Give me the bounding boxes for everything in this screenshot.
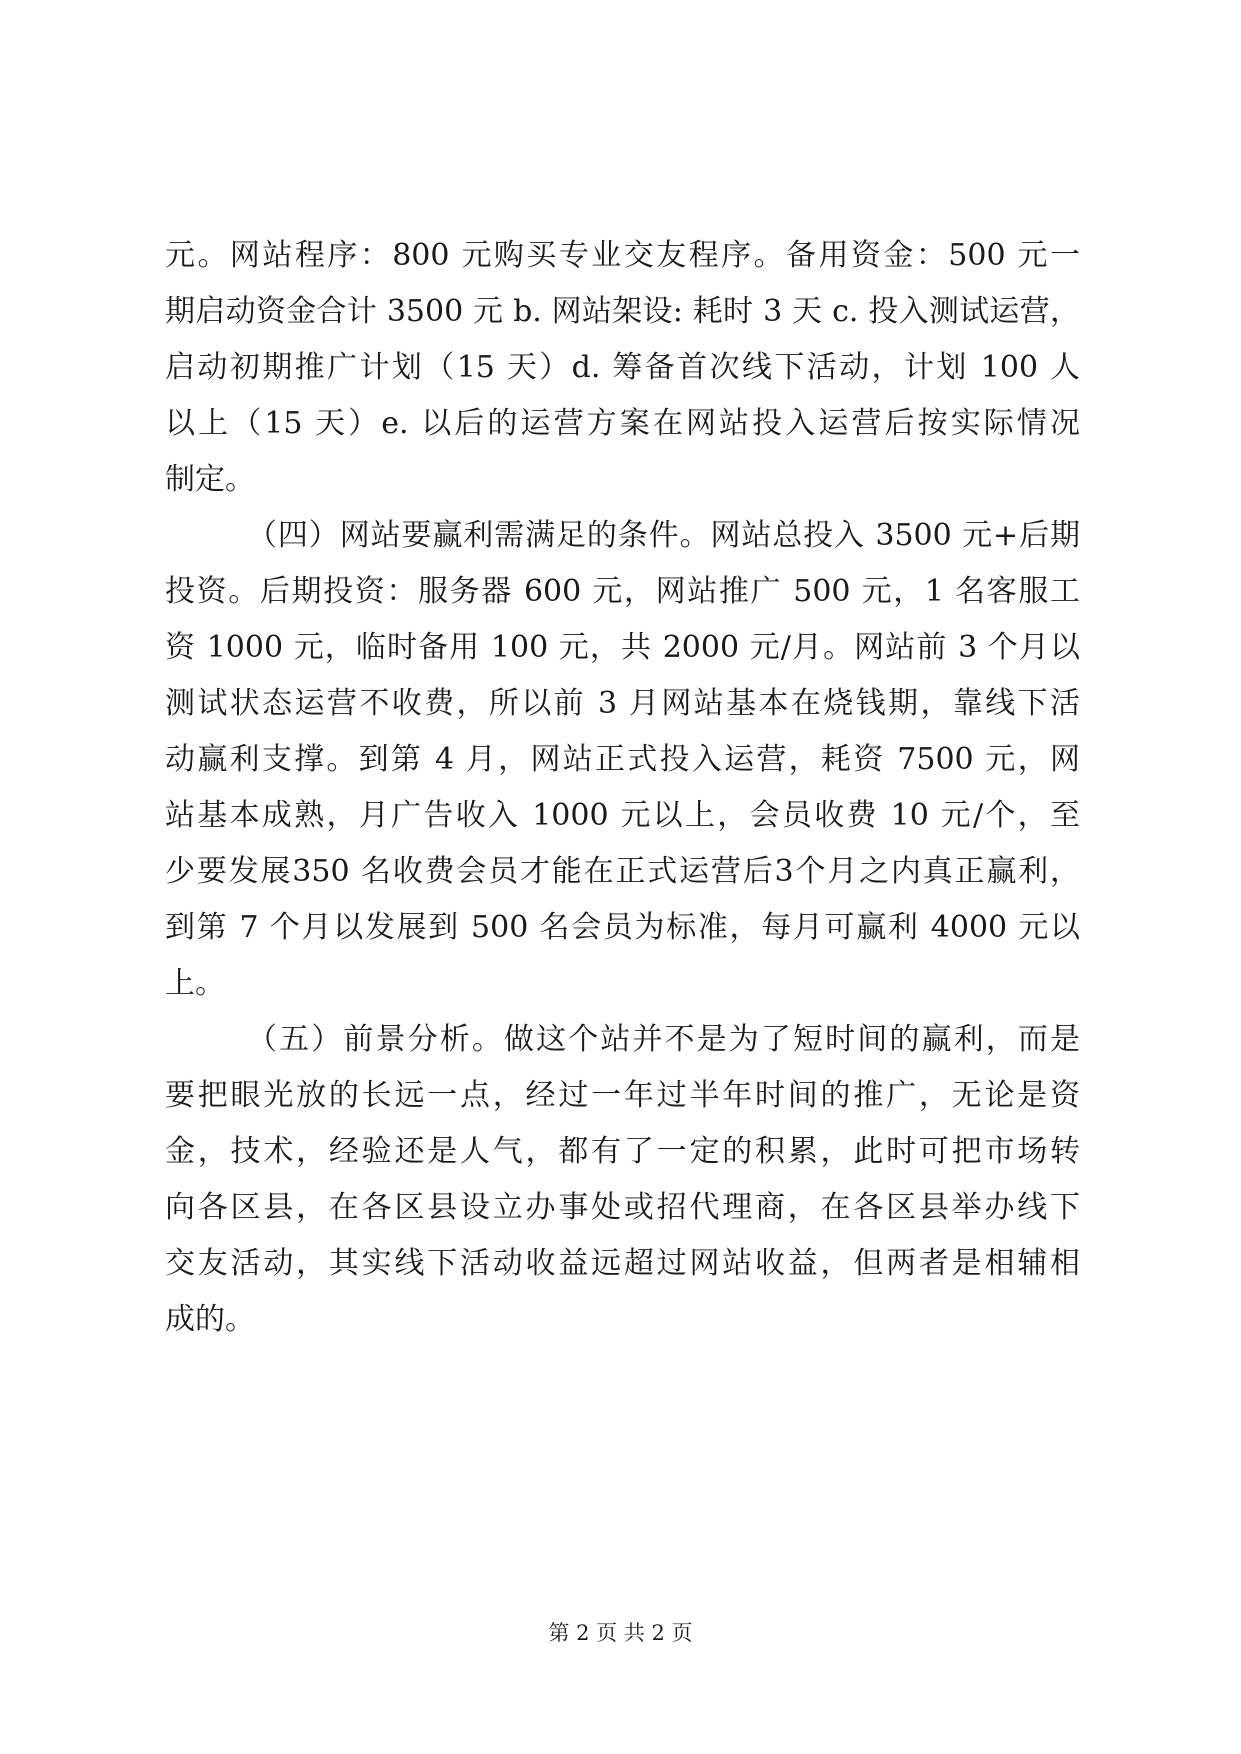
text-line: （五）前景分析。做这个站并不是为了短时间的赢利，而是 bbox=[247, 1022, 1080, 1057]
text-line: 投资。后期投资：服务器 600 元，网站推广 500 元，1 名客服工 bbox=[165, 574, 1080, 609]
paragraph-continuation bbox=[165, 228, 1080, 508]
text-line: 到第 7 个月以发展到 500 名会员为标准，每月可赢利 4000 元以 bbox=[165, 910, 1080, 945]
paragraph-section-4 bbox=[165, 508, 1080, 1012]
text-line: 启动初期推广计划（15 天）d. 筹备首次线下活动，计划 100 人 bbox=[165, 350, 1080, 385]
paragraph-section-5 bbox=[165, 1012, 1080, 1348]
text-line: 以上（15 天）e. 以后的运营方案在网站投入运营后按实际情况 bbox=[165, 406, 1080, 441]
text-line: 元。网站程序：800 元购买专业交友程序。备用资金：500 元一 bbox=[165, 238, 1080, 273]
text-line: 站基本成熟，月广告收入 1000 元以上，会员收费 10 元/个，至 bbox=[165, 798, 1080, 833]
text-line: 期启动资金合计 3500 元 b. 网站架设: 耗时 3 天 c. 投入测试运营， bbox=[165, 294, 1080, 329]
text-line: 少要发展350 名收费会员才能在正式运营后3个月之内真正赢利， bbox=[165, 854, 1080, 889]
document-body bbox=[165, 228, 1080, 1348]
text-line: 资 1000 元，临时备用 100 元，共 2000 元/月。网站前 3 个月以 bbox=[165, 630, 1080, 665]
text-line: 向各区县，在各区县设立办事处或招代理商，在各区县举办线下 bbox=[165, 1190, 1080, 1225]
text-line: 测试状态运营不收费，所以前 3 月网站基本在烧钱期，靠线下活 bbox=[165, 686, 1080, 721]
text-line: 上。 bbox=[165, 966, 225, 1001]
text-line: 制定。 bbox=[165, 462, 255, 497]
page-footer: 第 2 页 共 2 页 bbox=[548, 1621, 693, 1645]
text-line: 金，技术，经验还是人气，都有了一定的积累，此时可把市场转 bbox=[165, 1134, 1080, 1169]
text-line: （四）网站要赢利需满足的条件。网站总投入 3500 元+后期 bbox=[247, 518, 1080, 553]
text-line: 成的。 bbox=[165, 1302, 255, 1337]
text-line: 动赢利支撑。到第 4 月，网站正式投入运营，耗资 7500 元，网 bbox=[165, 742, 1080, 777]
text-line: 要把眼光放的长远一点，经过一年过半年时间的推广，无论是资 bbox=[165, 1078, 1080, 1113]
text-line: 交友活动，其实线下活动收益远超过网站收益，但两者是相辅相 bbox=[165, 1246, 1080, 1281]
